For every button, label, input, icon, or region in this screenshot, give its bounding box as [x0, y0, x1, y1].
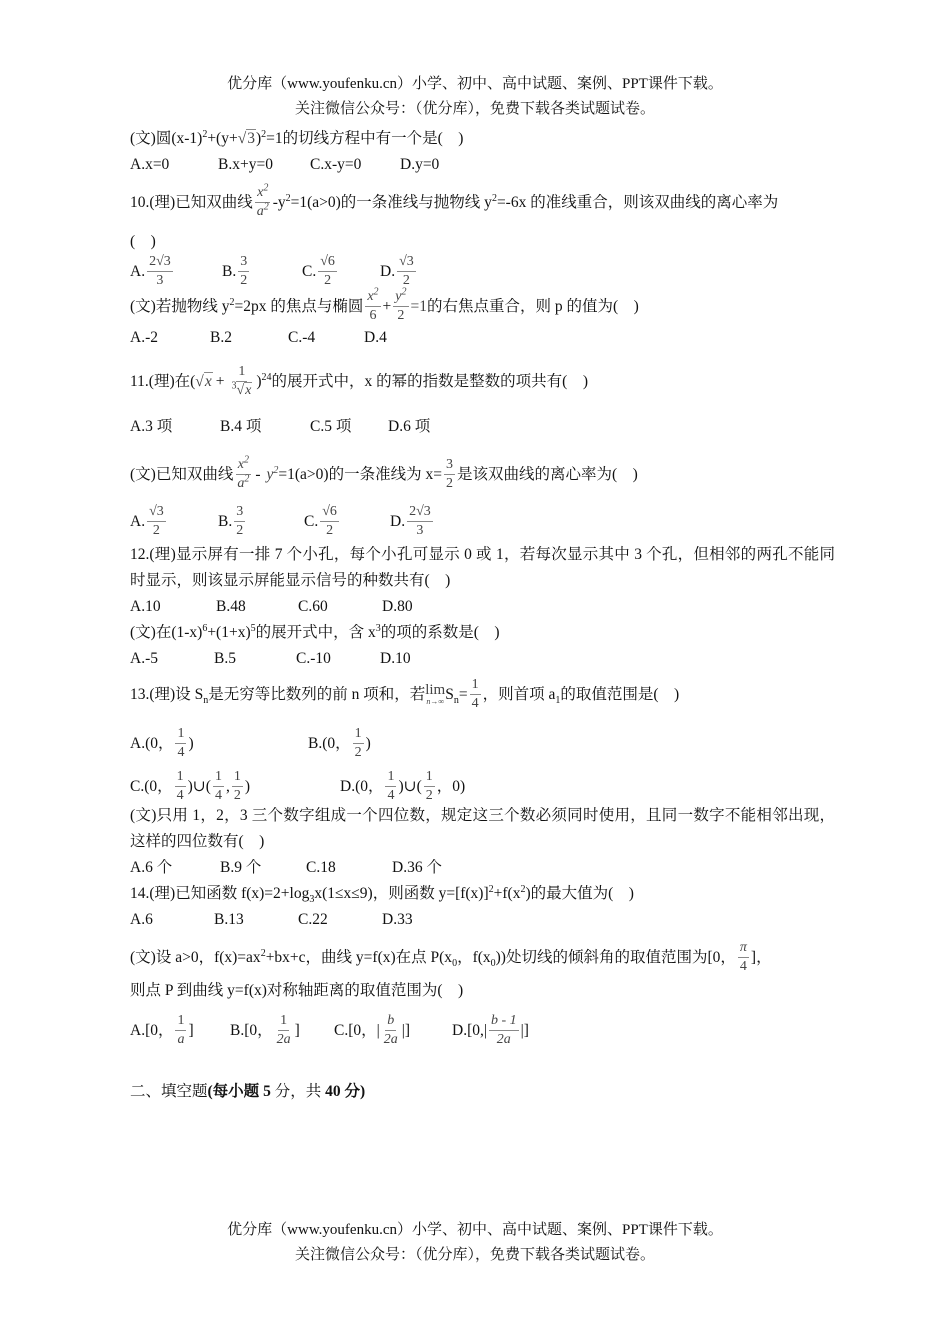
- options-11-wen: [130, 505, 835, 538]
- option-c: C.-4: [288, 329, 316, 346]
- option-b: B. $\frac{3}{2}$: [222, 254, 248, 288]
- page-footer: [0, 1218, 950, 1268]
- option-c: C. $\frac{√6}{2}$: [304, 504, 337, 538]
- option-a: A.3 项: [130, 418, 173, 435]
- options-13-li-ab: [130, 727, 835, 760]
- options-13-wen: [130, 855, 835, 881]
- question-12-li: 12.(理)显示屏有一排 7 个小孔，每个小孔可显示 0 或 1，若每次显示其中 3 个孔，但相邻的两孔不能同时显示，则该显示屏能显示信号的种数共有( ): [130, 546, 835, 589]
- option-d: D. $\frac{2√3}{3}$: [390, 504, 431, 538]
- question-14-wen-line2: 则点 P 到曲线 y=f(x)对称轴距离的取值范围为( ): [130, 982, 464, 999]
- fraction: $\frac{x^2}{a^2}$: [256, 182, 269, 219]
- limit-symbol: lim n→∞: [425, 682, 446, 706]
- option-d: D.80: [382, 598, 413, 615]
- options-14-li: [130, 907, 835, 933]
- option-a: A.[0， $\frac{1}{a}$ ]: [130, 1013, 194, 1047]
- option-b: B.4 项: [220, 418, 262, 435]
- exam-content: [130, 124, 835, 1105]
- options-10-wen: [130, 325, 835, 351]
- header-line-2: 关注微信公众号：（优分库），免费下载各类试题试卷。: [294, 101, 655, 117]
- question-11-li: 11.(理)在( √x + $\frac{1}{^3√x}$ )$^{24}$的展开式中，x 的幂的指数是整数的项共有( ): [130, 364, 588, 398]
- footer-line-2: 关注微信公众号：（优分库），免费下载各类试题试卷。: [294, 1247, 655, 1263]
- option-b: B.9 个: [220, 859, 262, 876]
- option-c: C.22: [298, 911, 328, 928]
- header-line-1: 优分库（www.youfenku.cn）小学、初中、高中试题、案例、PPT课件下载。: [227, 76, 723, 92]
- option-c: C.-10: [296, 650, 331, 667]
- option-a: A.6: [130, 911, 153, 928]
- option-c: C.[0，| $\frac{b}{2a}$ |]: [334, 1013, 410, 1047]
- option-a: A. $\frac{√3}{2}$: [130, 504, 164, 538]
- option-d: D.33: [382, 911, 413, 928]
- option-d: D.[0,| $\frac{b - 1}{2a}$ |]: [452, 1013, 529, 1047]
- option-d: D.10: [380, 650, 411, 667]
- option-b: B.x+y=0: [218, 156, 273, 173]
- option-c: C.(0， $\frac{1}{4}$ )∪( $\frac{1}{4}$ , $\frac{1}{2}$ ): [130, 769, 250, 803]
- option-d: D. $\frac{√3}{2}$: [380, 254, 414, 288]
- option-c: C.18: [306, 859, 336, 876]
- options-9-wen: [130, 152, 835, 178]
- option-a: A.-2: [130, 329, 158, 346]
- option-c: C.x-y=0: [310, 156, 362, 173]
- options-14-wen: [130, 1014, 835, 1047]
- footer-line-1: 优分库（www.youfenku.cn）小学、初中、高中试题、案例、PPT课件下载。: [227, 1222, 723, 1238]
- option-c: C. $\frac{√6}{2}$: [302, 254, 335, 288]
- options-12-wen: [130, 646, 835, 672]
- question-10-li: 10.(理)已知双曲线 $\frac{x^2}{a^2}$ $-y^2=1(a>0)$的一条准线与抛物线 $y^2=-6x$ 的准线重合，则该双曲线的离心率为: [130, 182, 779, 219]
- option-b: B.5: [214, 650, 236, 667]
- option-b: B.[0， $\frac{1}{2a}$ ]: [230, 1013, 300, 1047]
- section-2-heading: 二、填空题(每小题 5 分，共 40 分): [130, 1083, 366, 1100]
- option-d: D.(0， $\frac{1}{4}$ )∪( $\frac{1}{2}$ ，0): [340, 769, 466, 803]
- option-b: B. $\frac{3}{2}$: [218, 504, 244, 538]
- options-13-li-cd: [130, 770, 835, 803]
- option-b: B.2: [210, 329, 232, 346]
- question-13-li: 13.(理)设 $S_n$是无穷等比数列的前 n 项和，若 lim n→∞ $S_n=$ $\frac{1}{4}$ ，则首项 $a_1$的取值范围是( ): [130, 677, 680, 711]
- option-b: B.13: [214, 911, 244, 928]
- option-b: B.(0， $\frac{1}{2}$ ): [308, 726, 371, 760]
- options-11-li: [130, 414, 835, 440]
- options-10-li: [130, 255, 835, 288]
- question-12-wen: (文)在$(1-x)^6+(1+x)^5$的展开式中，含 $x^3$的项的系数是( ): [130, 622, 500, 641]
- option-a: A.(0， $\frac{1}{4}$ ): [130, 726, 194, 760]
- question-10-wen: (文)若抛物线 $y^2=2px$ 的焦点与椭圆 $\frac{x^2}{6}$ + $\frac{y^2}{2}$ =1 的右焦点重合，则 p 的值为( ): [130, 286, 639, 323]
- question-14-wen: (文)设 a>0，$f(x)=ax^2+bx+c$，曲线 y=f(x)在点 $P(x_0$，$f(x_0)$)处切线的倾斜角的取值范围为[0， $\frac{\pi}{4}$ ]，: [130, 940, 772, 974]
- option-d: D.4: [364, 329, 387, 346]
- option-c: C.5 项: [310, 418, 352, 435]
- option-d: D.6 项: [388, 418, 431, 435]
- option-d: D.y=0: [400, 156, 440, 173]
- question-9-wen: (文)圆$(x-1)^2+(y+√3)^2=1$的切线方程中有一个是( ): [130, 128, 464, 147]
- question-13-wen: (文)只用 1，2，3 三个数字组成一个四位数，规定这三个数必须同时使用，且同一数字不能相邻出现，这样的四位数有( ): [130, 807, 835, 850]
- option-d: D.36 个: [392, 859, 442, 876]
- question-14-li: 14.(理)已知函数 $f(x)=2+\log_3x(1\le x\le 9)$，则函数 $y=[f(x)]^2+f(x^2)$的最大值为( ): [130, 883, 634, 906]
- option-b: B.48: [216, 598, 246, 615]
- page-header: [0, 72, 950, 122]
- option-a: A.x=0: [130, 156, 170, 173]
- paren-10: ( ): [130, 233, 156, 250]
- option-a: A.10: [130, 598, 161, 615]
- option-a: A.-5: [130, 650, 158, 667]
- options-12-li: [130, 594, 835, 620]
- question-11-wen: (文)已知双曲线 $\frac{x^2}{a^2}$ - $y^2$ =1(a>0)的一条准线为 x= $\frac{3}{2}$ 是该双曲线的离心率为( ): [130, 454, 638, 491]
- option-a: A. $\frac{2√3}{3}$: [130, 254, 171, 288]
- option-a: A.6 个: [130, 859, 173, 876]
- option-c: C.60: [298, 598, 328, 615]
